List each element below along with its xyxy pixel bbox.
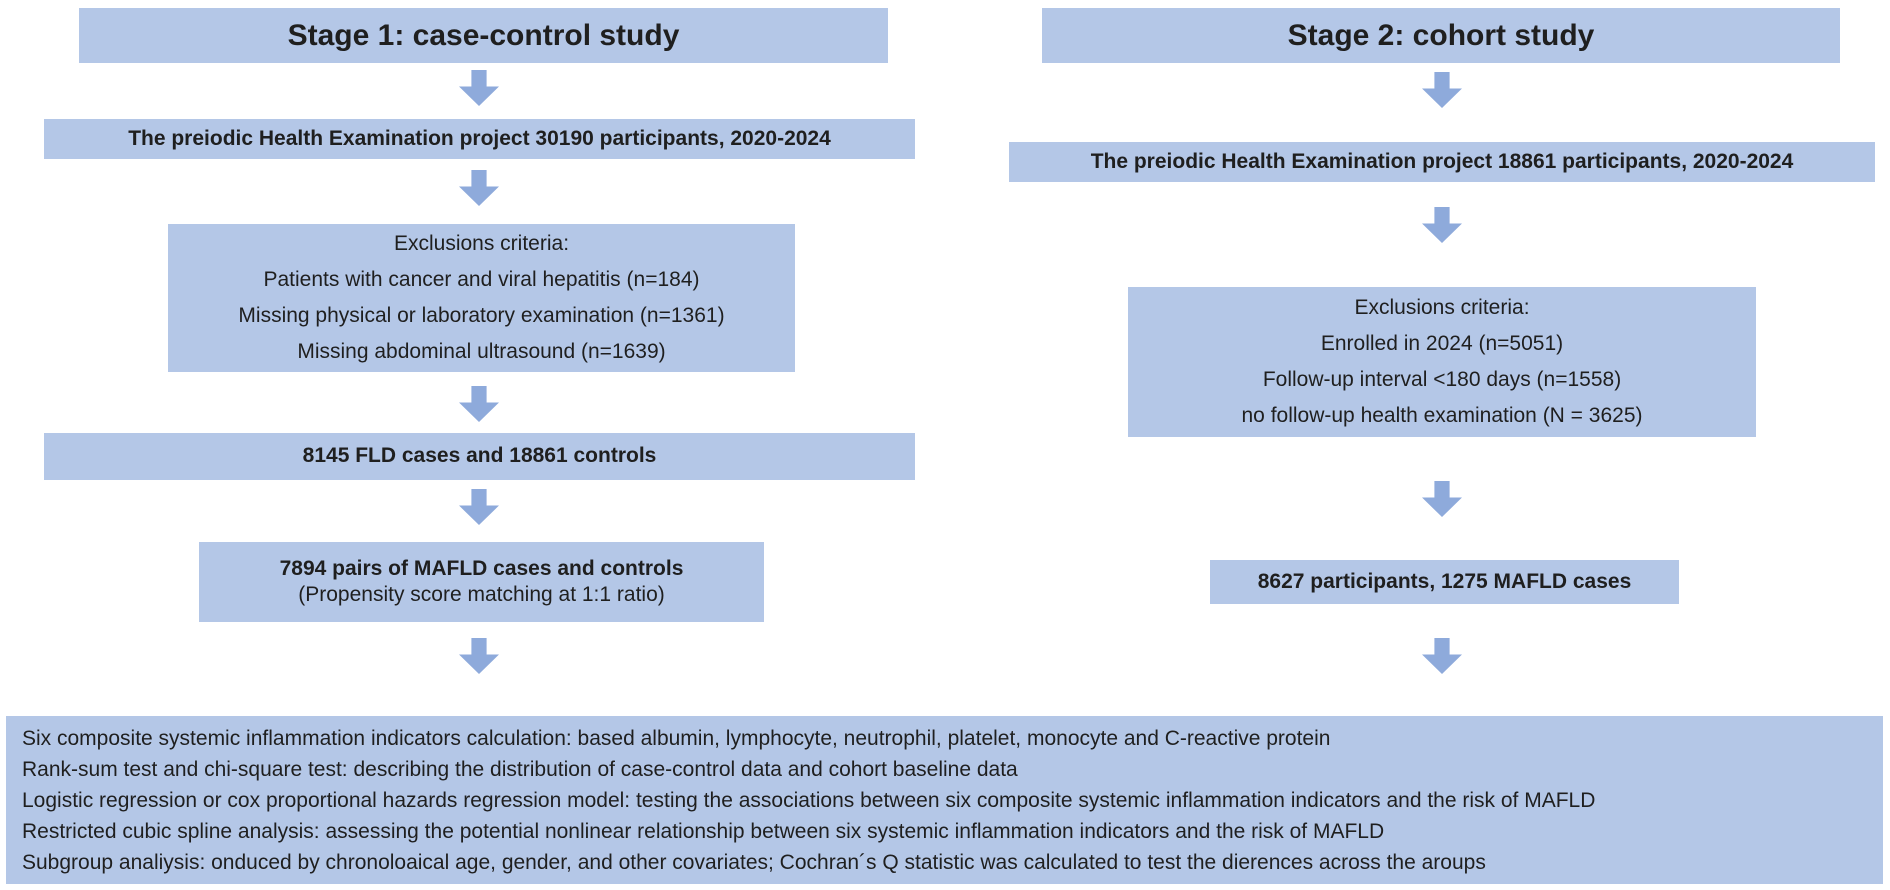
analysis-line: Six composite systemic inflammation indicators calculation: based albumin, lymphocyte, neutrophil, platelet, monocyte and C-reactive protein: [22, 726, 1331, 750]
stage1-population-box: [44, 119, 915, 159]
down-arrow-icon: [1422, 481, 1462, 517]
down-arrow-icon: [459, 70, 499, 106]
down-arrow-icon: [459, 489, 499, 525]
analysis-line: Restricted cubic spline analysis: assessing the potential nonlinear relationship between six systemic inflammation indicators and the risk of MAFLD: [22, 819, 1385, 843]
stage2-title: Stage 2: cohort study: [1287, 18, 1595, 52]
down-arrow-icon: [1422, 638, 1462, 674]
stage1-exclusions-line: Missing abdominal ultrasound (n=1639): [297, 340, 666, 363]
stage2-exclusions-line: Exclusions criteria:: [1354, 296, 1530, 319]
stage2-exclusions-line: no follow-up health examination (N = 3625): [1241, 404, 1643, 427]
analysis-methods-box: [6, 716, 1883, 884]
stage2-cases-box: [1210, 560, 1679, 604]
stage1-exclusions-line: Missing physical or laboratory examination (n=1361): [238, 304, 725, 327]
stage1-cases-text: 8145 FLD cases and 18861 controls: [302, 444, 657, 468]
stage2-exclusions-box: [1128, 287, 1756, 437]
stage1-matching-line2: (Propensity score matching at 1:1 ratio): [298, 583, 665, 606]
stage1-matching-box: [199, 542, 764, 622]
stage2-exclusions-line: Enrolled in 2024 (n=5051): [1320, 332, 1564, 355]
stage2-population-text: The preiodic Health Examination project 18861 participants, 2020-2024: [1090, 149, 1794, 173]
stage1-exclusions-line: Exclusions criteria:: [393, 232, 570, 255]
stage1-population-text: The preiodic Health Examination project 30190 participants, 2020-2024: [128, 126, 831, 150]
analysis-line: Logistic regression or cox proportional hazards regression model: testing the associations between six composite systemic inflammation indicators and the risk of MAFLD: [22, 788, 1596, 812]
stage2-population-box: [1009, 142, 1875, 182]
stage1-exclusions-box: [168, 224, 795, 372]
down-arrow-icon: [1422, 207, 1462, 243]
stage1-title: Stage 1: case-control study: [287, 18, 680, 52]
down-arrow-icon: [459, 386, 499, 422]
stage2-exclusions-line: Follow-up interval <180 days (n=1558): [1262, 368, 1622, 391]
down-arrow-icon: [459, 170, 499, 206]
analysis-line: Rank-sum test and chi-square test: describing the distribution of case-control data and cohort baseline data: [22, 757, 1018, 781]
stage1-title-box: [79, 8, 888, 63]
stage2-cases-text: 8627 participants, 1275 MAFLD cases: [1257, 569, 1632, 593]
down-arrow-icon: [1422, 72, 1462, 108]
down-arrow-icon: [459, 638, 499, 674]
stage1-cases-box: [44, 433, 915, 480]
stage1-matching-line1: 7894 pairs of MAFLD cases and controls: [279, 556, 684, 580]
analysis-line: Subgroup analiysis: onduced by chronoloaical age, gender, and other covariates; Cochran´s Q statistic was calculated to test the dierences across the aroups: [22, 850, 1486, 874]
stage2-title-box: [1042, 8, 1840, 63]
stage1-exclusions-line: Patients with cancer and viral hepatitis (n=184): [263, 268, 700, 291]
